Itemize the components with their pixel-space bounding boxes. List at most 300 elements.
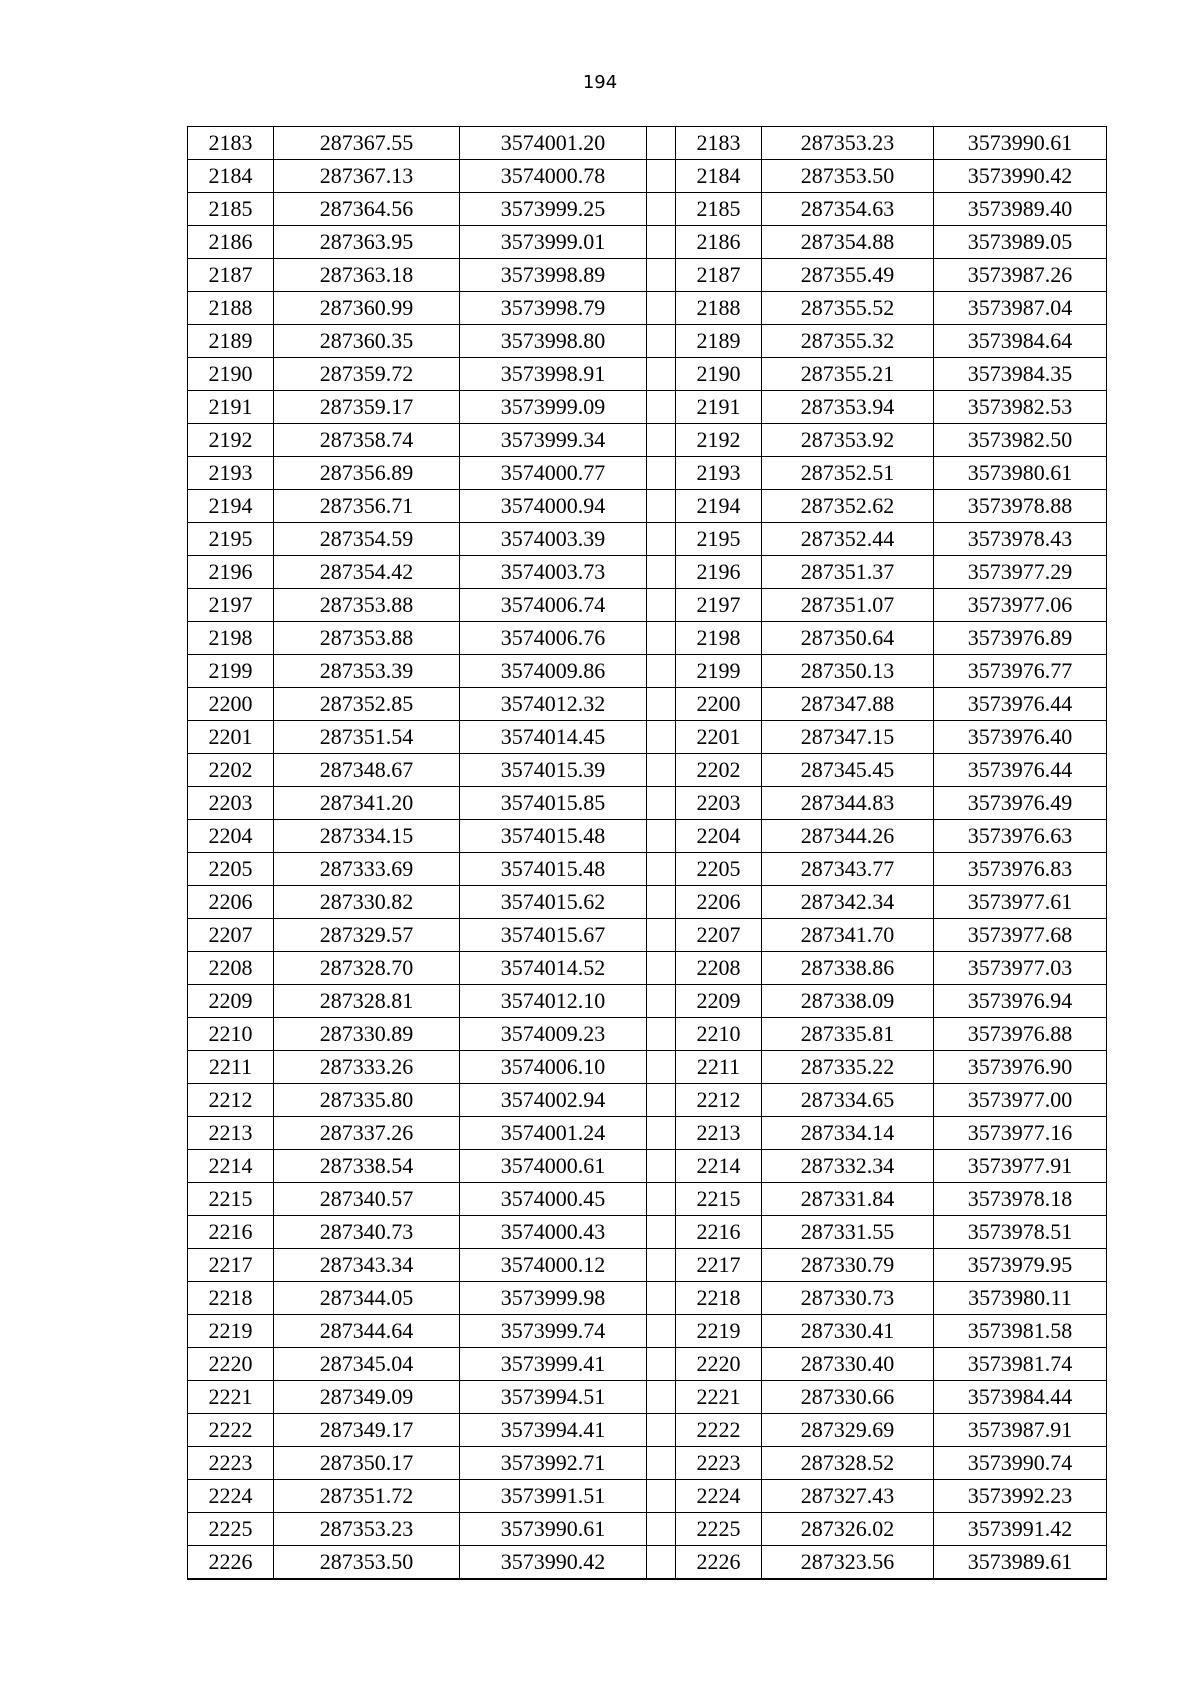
y-coord-left-cell: 3573990.61 [460,1513,647,1546]
y-coord-right-cell: 3573987.04 [934,292,1107,325]
point-id-right-cell: 2223 [676,1447,762,1480]
x-coord-left-cell: 287364.56 [274,193,460,226]
x-coord-right-cell: 287355.52 [762,292,934,325]
y-coord-right-cell: 3573978.51 [934,1216,1107,1249]
x-coord-left-cell: 287351.54 [274,721,460,754]
x-coord-left-cell: 287358.74 [274,424,460,457]
y-coord-left-cell: 3574006.10 [460,1051,647,1084]
x-coord-left-cell: 287359.72 [274,358,460,391]
separator-cell [647,820,676,853]
table-row [188,655,1107,688]
point-id-right-cell: 2207 [676,919,762,952]
table-row [188,1513,1107,1546]
table-row [188,127,1107,160]
separator-cell [647,1447,676,1480]
y-coord-right-cell: 3573980.61 [934,457,1107,490]
y-coord-right-cell: 3573990.61 [934,127,1107,160]
y-coord-right-cell: 3573976.77 [934,655,1107,688]
y-coord-left-cell: 3573998.89 [460,259,647,292]
point-id-left-cell: 2201 [188,721,274,754]
x-coord-right-cell: 287329.69 [762,1414,934,1447]
y-coord-left-cell: 3573998.79 [460,292,647,325]
point-id-right-cell: 2202 [676,754,762,787]
x-coord-left-cell: 287353.88 [274,622,460,655]
table-row [188,1249,1107,1282]
y-coord-right-cell: 3573977.91 [934,1150,1107,1183]
separator-cell [647,919,676,952]
separator-cell [647,259,676,292]
separator-cell [647,1348,676,1381]
point-id-right-cell: 2219 [676,1315,762,1348]
x-coord-left-cell: 287363.18 [274,259,460,292]
y-coord-right-cell: 3573987.91 [934,1414,1107,1447]
x-coord-left-cell: 287367.55 [274,127,460,160]
x-coord-left-cell: 287330.82 [274,886,460,919]
separator-cell [647,589,676,622]
table-row [188,523,1107,556]
point-id-left-cell: 2207 [188,919,274,952]
x-coord-left-cell: 287333.26 [274,1051,460,1084]
point-id-left-cell: 2198 [188,622,274,655]
x-coord-right-cell: 287352.62 [762,490,934,523]
y-coord-left-cell: 3573998.80 [460,325,647,358]
point-id-left-cell: 2195 [188,523,274,556]
point-id-left-cell: 2221 [188,1381,274,1414]
x-coord-right-cell: 287334.65 [762,1084,934,1117]
separator-cell [647,358,676,391]
y-coord-right-cell: 3573977.03 [934,952,1107,985]
table-row [188,193,1107,226]
point-id-right-cell: 2216 [676,1216,762,1249]
separator-cell [647,226,676,259]
x-coord-left-cell: 287340.57 [274,1183,460,1216]
table-row [188,1018,1107,1051]
table-row [188,1315,1107,1348]
x-coord-right-cell: 287327.43 [762,1480,934,1513]
y-coord-right-cell: 3573984.44 [934,1381,1107,1414]
separator-cell [647,1480,676,1513]
y-coord-left-cell: 3573999.01 [460,226,647,259]
point-id-right-cell: 2199 [676,655,762,688]
y-coord-right-cell: 3573979.95 [934,1249,1107,1282]
y-coord-left-cell: 3574015.62 [460,886,647,919]
table-row [188,391,1107,424]
point-id-right-cell: 2203 [676,787,762,820]
table-row [188,1117,1107,1150]
point-id-left-cell: 2215 [188,1183,274,1216]
y-coord-left-cell: 3573994.51 [460,1381,647,1414]
y-coord-right-cell: 3573981.74 [934,1348,1107,1381]
table-row [188,457,1107,490]
point-id-left-cell: 2203 [188,787,274,820]
y-coord-right-cell: 3573976.94 [934,985,1107,1018]
x-coord-right-cell: 287352.51 [762,457,934,490]
y-coord-left-cell: 3574006.76 [460,622,647,655]
point-id-right-cell: 2197 [676,589,762,622]
x-coord-right-cell: 287331.55 [762,1216,934,1249]
separator-cell [647,688,676,721]
point-id-left-cell: 2210 [188,1018,274,1051]
point-id-right-cell: 2204 [676,820,762,853]
table-row [188,259,1107,292]
x-coord-right-cell: 287344.83 [762,787,934,820]
point-id-right-cell: 2184 [676,160,762,193]
x-coord-right-cell: 287350.13 [762,655,934,688]
y-coord-right-cell: 3573978.18 [934,1183,1107,1216]
y-coord-right-cell: 3573977.68 [934,919,1107,952]
point-id-right-cell: 2221 [676,1381,762,1414]
x-coord-left-cell: 287353.23 [274,1513,460,1546]
x-coord-right-cell: 287328.52 [762,1447,934,1480]
table-row [188,589,1107,622]
separator-cell [647,1051,676,1084]
y-coord-right-cell: 3573976.83 [934,853,1107,886]
point-id-right-cell: 2191 [676,391,762,424]
x-coord-right-cell: 287330.73 [762,1282,934,1315]
point-id-right-cell: 2212 [676,1084,762,1117]
y-coord-left-cell: 3574015.48 [460,853,647,886]
point-id-left-cell: 2216 [188,1216,274,1249]
point-id-right-cell: 2183 [676,127,762,160]
y-coord-right-cell: 3573976.89 [934,622,1107,655]
x-coord-right-cell: 287326.02 [762,1513,934,1546]
separator-cell [647,1084,676,1117]
point-id-left-cell: 2194 [188,490,274,523]
point-id-right-cell: 2211 [676,1051,762,1084]
point-id-left-cell: 2193 [188,457,274,490]
x-coord-left-cell: 287334.15 [274,820,460,853]
point-id-right-cell: 2201 [676,721,762,754]
point-id-left-cell: 2212 [188,1084,274,1117]
y-coord-right-cell: 3573976.90 [934,1051,1107,1084]
table-row [188,1150,1107,1183]
y-coord-right-cell: 3573976.44 [934,754,1107,787]
table-row [188,622,1107,655]
y-coord-right-cell: 3573982.53 [934,391,1107,424]
point-id-left-cell: 2202 [188,754,274,787]
y-coord-left-cell: 3574002.94 [460,1084,647,1117]
y-coord-right-cell: 3573992.23 [934,1480,1107,1513]
x-coord-right-cell: 287338.09 [762,985,934,1018]
table-row [188,1282,1107,1315]
x-coord-right-cell: 287345.45 [762,754,934,787]
x-coord-right-cell: 287351.07 [762,589,934,622]
y-coord-left-cell: 3574001.24 [460,1117,647,1150]
y-coord-right-cell: 3573991.42 [934,1513,1107,1546]
x-coord-right-cell: 287330.40 [762,1348,934,1381]
x-coord-left-cell: 287348.67 [274,754,460,787]
x-coord-left-cell: 287337.26 [274,1117,460,1150]
y-coord-right-cell: 3573980.11 [934,1282,1107,1315]
point-id-left-cell: 2204 [188,820,274,853]
point-id-left-cell: 2225 [188,1513,274,1546]
table-row [188,1414,1107,1447]
x-coord-left-cell: 287352.85 [274,688,460,721]
table-row [188,886,1107,919]
point-id-right-cell: 2196 [676,556,762,589]
x-coord-right-cell: 287347.15 [762,721,934,754]
table-row [188,1348,1107,1381]
x-coord-right-cell: 287344.26 [762,820,934,853]
point-id-right-cell: 2224 [676,1480,762,1513]
point-id-left-cell: 2208 [188,952,274,985]
y-coord-left-cell: 3574003.39 [460,523,647,556]
separator-cell [647,1315,676,1348]
coordinates-table-body [188,127,1107,1580]
y-coord-left-cell: 3573990.42 [460,1546,647,1580]
x-coord-right-cell: 287353.23 [762,127,934,160]
separator-cell [647,391,676,424]
point-id-left-cell: 2214 [188,1150,274,1183]
y-coord-left-cell: 3573999.34 [460,424,647,457]
point-id-left-cell: 2186 [188,226,274,259]
y-coord-left-cell: 3573999.98 [460,1282,647,1315]
separator-cell [647,556,676,589]
point-id-right-cell: 2217 [676,1249,762,1282]
x-coord-right-cell: 287330.79 [762,1249,934,1282]
x-coord-right-cell: 287352.44 [762,523,934,556]
x-coord-right-cell: 287330.41 [762,1315,934,1348]
table-row [188,1546,1107,1580]
x-coord-right-cell: 287330.66 [762,1381,934,1414]
point-id-left-cell: 2189 [188,325,274,358]
separator-cell [647,193,676,226]
table-row [188,358,1107,391]
separator-cell [647,952,676,985]
point-id-right-cell: 2200 [676,688,762,721]
x-coord-right-cell: 287335.22 [762,1051,934,1084]
point-id-left-cell: 2185 [188,193,274,226]
point-id-right-cell: 2192 [676,424,762,457]
x-coord-right-cell: 287335.81 [762,1018,934,1051]
y-coord-left-cell: 3573994.41 [460,1414,647,1447]
point-id-left-cell: 2223 [188,1447,274,1480]
point-id-left-cell: 2217 [188,1249,274,1282]
point-id-right-cell: 2194 [676,490,762,523]
y-coord-right-cell: 3573976.63 [934,820,1107,853]
separator-cell [647,490,676,523]
y-coord-left-cell: 3573998.91 [460,358,647,391]
x-coord-left-cell: 287340.73 [274,1216,460,1249]
point-id-left-cell: 2226 [188,1546,274,1580]
y-coord-right-cell: 3573977.06 [934,589,1107,622]
point-id-right-cell: 2190 [676,358,762,391]
x-coord-right-cell: 287355.21 [762,358,934,391]
y-coord-left-cell: 3574000.77 [460,457,647,490]
x-coord-left-cell: 287349.17 [274,1414,460,1447]
x-coord-left-cell: 287360.99 [274,292,460,325]
point-id-right-cell: 2220 [676,1348,762,1381]
point-id-left-cell: 2192 [188,424,274,457]
y-coord-left-cell: 3574003.73 [460,556,647,589]
point-id-left-cell: 2211 [188,1051,274,1084]
x-coord-right-cell: 287351.37 [762,556,934,589]
y-coord-left-cell: 3574012.32 [460,688,647,721]
x-coord-left-cell: 287328.70 [274,952,460,985]
separator-cell [647,292,676,325]
separator-cell [647,853,676,886]
point-id-left-cell: 2209 [188,985,274,1018]
x-coord-left-cell: 287333.69 [274,853,460,886]
y-coord-right-cell: 3573976.49 [934,787,1107,820]
table-row [188,1216,1107,1249]
y-coord-left-cell: 3574015.85 [460,787,647,820]
point-id-right-cell: 2208 [676,952,762,985]
separator-cell [647,325,676,358]
y-coord-left-cell: 3573999.74 [460,1315,647,1348]
x-coord-right-cell: 287355.49 [762,259,934,292]
table-row [188,1051,1107,1084]
x-coord-left-cell: 287350.17 [274,1447,460,1480]
y-coord-right-cell: 3573978.43 [934,523,1107,556]
point-id-right-cell: 2226 [676,1546,762,1580]
separator-cell [647,1117,676,1150]
table-row [188,1183,1107,1216]
y-coord-left-cell: 3574012.10 [460,985,647,1018]
point-id-left-cell: 2206 [188,886,274,919]
x-coord-left-cell: 287341.20 [274,787,460,820]
point-id-left-cell: 2220 [188,1348,274,1381]
y-coord-left-cell: 3574006.74 [460,589,647,622]
x-coord-left-cell: 287363.95 [274,226,460,259]
y-coord-left-cell: 3574015.39 [460,754,647,787]
point-id-left-cell: 2224 [188,1480,274,1513]
x-coord-right-cell: 287334.14 [762,1117,934,1150]
x-coord-right-cell: 287354.63 [762,193,934,226]
separator-cell [647,424,676,457]
point-id-right-cell: 2188 [676,292,762,325]
point-id-right-cell: 2187 [676,259,762,292]
separator-cell [647,721,676,754]
separator-cell [647,457,676,490]
y-coord-left-cell: 3573999.41 [460,1348,647,1381]
y-coord-right-cell: 3573984.35 [934,358,1107,391]
point-id-left-cell: 2218 [188,1282,274,1315]
x-coord-left-cell: 287356.89 [274,457,460,490]
x-coord-right-cell: 287354.88 [762,226,934,259]
point-id-right-cell: 2225 [676,1513,762,1546]
table-row [188,919,1107,952]
point-id-left-cell: 2188 [188,292,274,325]
point-id-left-cell: 2191 [188,391,274,424]
separator-cell [647,1546,676,1580]
x-coord-left-cell: 287360.35 [274,325,460,358]
table-row [188,1480,1107,1513]
y-coord-left-cell: 3573991.51 [460,1480,647,1513]
y-coord-right-cell: 3573977.00 [934,1084,1107,1117]
point-id-right-cell: 2209 [676,985,762,1018]
table-row [188,226,1107,259]
separator-cell [647,1018,676,1051]
point-id-left-cell: 2213 [188,1117,274,1150]
table-row [188,160,1107,193]
table-row [188,325,1107,358]
y-coord-right-cell: 3573977.61 [934,886,1107,919]
separator-cell [647,1282,676,1315]
x-coord-left-cell: 287354.42 [274,556,460,589]
x-coord-left-cell: 287351.72 [274,1480,460,1513]
y-coord-left-cell: 3574000.45 [460,1183,647,1216]
separator-cell [647,1183,676,1216]
table-row [188,787,1107,820]
y-coord-right-cell: 3573989.40 [934,193,1107,226]
point-id-left-cell: 2184 [188,160,274,193]
x-coord-left-cell: 287344.05 [274,1282,460,1315]
x-coord-left-cell: 287353.50 [274,1546,460,1580]
separator-cell [647,754,676,787]
y-coord-left-cell: 3573992.71 [460,1447,647,1480]
separator-cell [647,523,676,556]
separator-cell [647,1513,676,1546]
separator-cell [647,886,676,919]
x-coord-right-cell: 287347.88 [762,688,934,721]
point-id-right-cell: 2218 [676,1282,762,1315]
point-id-right-cell: 2198 [676,622,762,655]
point-id-left-cell: 2196 [188,556,274,589]
table-row [188,853,1107,886]
x-coord-right-cell: 287353.94 [762,391,934,424]
x-coord-left-cell: 287330.89 [274,1018,460,1051]
point-id-right-cell: 2222 [676,1414,762,1447]
y-coord-right-cell: 3573990.42 [934,160,1107,193]
table-row [188,556,1107,589]
table-row [188,1447,1107,1480]
x-coord-right-cell: 287341.70 [762,919,934,952]
x-coord-left-cell: 287353.88 [274,589,460,622]
y-coord-right-cell: 3573976.88 [934,1018,1107,1051]
separator-cell [647,1381,676,1414]
y-coord-right-cell: 3573976.40 [934,721,1107,754]
y-coord-left-cell: 3574015.67 [460,919,647,952]
y-coord-right-cell: 3573989.05 [934,226,1107,259]
x-coord-left-cell: 287328.81 [274,985,460,1018]
table-row [188,952,1107,985]
x-coord-left-cell: 287359.17 [274,391,460,424]
point-id-right-cell: 2195 [676,523,762,556]
point-id-right-cell: 2215 [676,1183,762,1216]
separator-cell [647,1249,676,1282]
table-row [188,754,1107,787]
x-coord-right-cell: 287350.64 [762,622,934,655]
x-coord-right-cell: 287342.34 [762,886,934,919]
table-row [188,1381,1107,1414]
point-id-left-cell: 2199 [188,655,274,688]
y-coord-left-cell: 3574000.94 [460,490,647,523]
y-coord-left-cell: 3574001.20 [460,127,647,160]
x-coord-left-cell: 287329.57 [274,919,460,952]
separator-cell [647,787,676,820]
separator-cell [647,127,676,160]
x-coord-right-cell: 287338.86 [762,952,934,985]
point-id-right-cell: 2206 [676,886,762,919]
point-id-left-cell: 2183 [188,127,274,160]
y-coord-left-cell: 3574000.61 [460,1150,647,1183]
x-coord-left-cell: 287356.71 [274,490,460,523]
y-coord-right-cell: 3573981.58 [934,1315,1107,1348]
y-coord-right-cell: 3573990.74 [934,1447,1107,1480]
y-coord-left-cell: 3574014.52 [460,952,647,985]
x-coord-left-cell: 287367.13 [274,160,460,193]
y-coord-right-cell: 3573989.61 [934,1546,1107,1580]
y-coord-right-cell: 3573978.88 [934,490,1107,523]
y-coord-left-cell: 3574014.45 [460,721,647,754]
point-id-right-cell: 2185 [676,193,762,226]
separator-cell [647,160,676,193]
table-row [188,1084,1107,1117]
point-id-right-cell: 2186 [676,226,762,259]
x-coord-left-cell: 287353.39 [274,655,460,688]
y-coord-left-cell: 3574009.86 [460,655,647,688]
